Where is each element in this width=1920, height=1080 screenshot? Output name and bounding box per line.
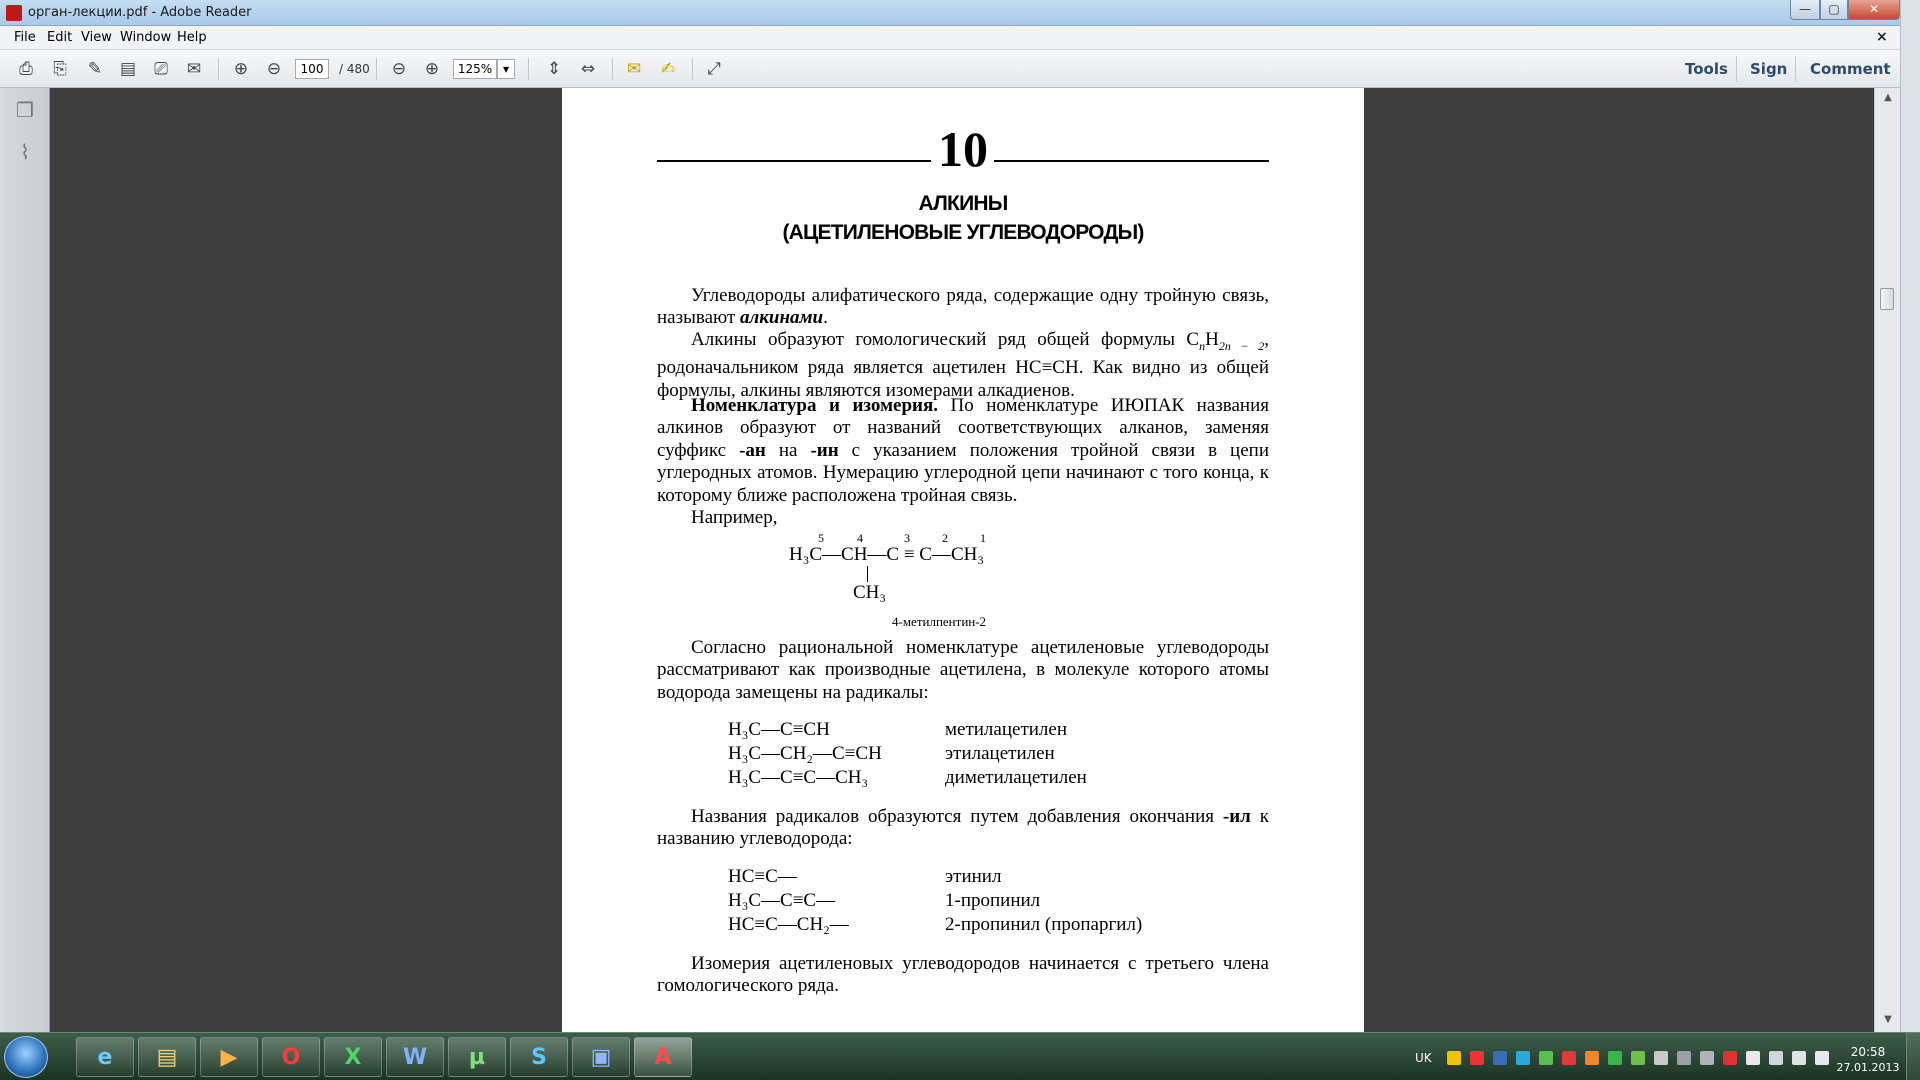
toolbar <box>0 50 1900 88</box>
carbon-number: 2 <box>942 531 948 545</box>
branch-bond <box>867 566 868 582</box>
tray-flash-icon[interactable] <box>1585 1051 1599 1065</box>
zoom-in-icon[interactable]: ⊕ <box>424 59 440 79</box>
zoom-dropdown-chevron-icon[interactable]: ▾ <box>497 59 515 79</box>
tools-button[interactable]: Tools <box>1685 60 1728 78</box>
menu-bar <box>0 26 1900 50</box>
taskbar-excel[interactable]: X <box>324 1037 382 1077</box>
pdf-page <box>562 88 1364 1032</box>
paragraph-intro: Углеводороды алифатического ряда, содержащие одну тройную связь, называют алкинами. <box>657 285 1269 329</box>
tray-volume-icon[interactable] <box>1815 1051 1829 1065</box>
previous-page-icon[interactable]: ⊕ <box>233 59 249 79</box>
radical-name: метилацетилен <box>945 719 1067 740</box>
next-page-icon[interactable]: ⊖ <box>266 59 282 79</box>
radical-name: диметилацетилен <box>945 767 1087 788</box>
outer-scrollbar[interactable] <box>1900 0 1920 1032</box>
taskbar-skype[interactable]: S <box>510 1037 568 1077</box>
carbon-number: 5 <box>818 531 824 545</box>
page-total: / 480 <box>339 62 370 76</box>
sign-button[interactable]: Sign <box>1750 60 1788 78</box>
group-formula: HC≡C— <box>728 866 797 887</box>
fit-width-icon[interactable]: ⇔ <box>580 59 596 79</box>
window-title: орган-лекции.pdf - Adobe Reader <box>28 5 252 20</box>
toolbar-separator <box>218 58 219 80</box>
tray-monitor-icon[interactable] <box>1769 1051 1783 1065</box>
taskbar-save-app[interactable]: ▣ <box>572 1037 630 1077</box>
scrollbar-thumb[interactable] <box>1880 288 1894 310</box>
tray-chrome-icon[interactable] <box>1470 1051 1484 1065</box>
paragraph-general-formula: Алкины образуют гомологический ряд общей формулы $C_nH_{2n - 2}$, родоначальником ряда является ацетилен HC≡CH. Как видно из общей формулы, алкины являются изомерами алкадиенов. <box>657 329 1269 401</box>
minimize-button[interactable]: — <box>1790 0 1820 20</box>
taskbar-utorrent[interactable]: µ <box>448 1037 506 1077</box>
email-icon[interactable]: ✉ <box>186 59 202 79</box>
taskbar <box>0 1032 1920 1080</box>
close-document-icon[interactable]: × <box>1876 29 1888 45</box>
tray-network-icon[interactable] <box>1792 1051 1806 1065</box>
menu-edit[interactable]: Edit <box>47 30 73 45</box>
example-branch: CH₃ <box>853 582 887 603</box>
toolbar-separator <box>692 58 693 80</box>
save-icon[interactable]: ▤ <box>119 59 137 79</box>
paragraph-nomenclature: Номенклатура и изомерия. По номенклатуре ИЮПАК названия алкинов образуют от названий соответствующих алканов, заменяя суффикс -ан на -ин с указанием положения тройной связи в цепи углеродных атомов. Нумерацию углеродной цепи начинают с того конца, к которому ближе расположена тройная связь. <box>657 395 1269 506</box>
radical-name: этилацетилен <box>945 743 1055 764</box>
menu-view[interactable]: View <box>81 30 112 45</box>
vertical-scrollbar[interactable] <box>1874 88 1900 1032</box>
scroll-down-arrow-icon[interactable]: ▼ <box>1884 1014 1892 1025</box>
comment-button[interactable]: Comment <box>1810 60 1891 78</box>
menu-help[interactable]: Help <box>177 30 207 45</box>
group-name: этинил <box>945 866 1002 887</box>
tray-action-center-icon[interactable] <box>1746 1051 1760 1065</box>
menu-window[interactable]: Window <box>120 30 172 45</box>
taskbar-word[interactable]: W <box>386 1037 444 1077</box>
comment-bubble-icon[interactable]: ✉ <box>626 59 642 79</box>
group-formula: H₃C—C≡C— <box>728 890 836 911</box>
tray-antivirus-icon[interactable] <box>1723 1051 1737 1065</box>
taskbar-internet-explorer[interactable]: e <box>76 1037 134 1077</box>
read-mode-icon[interactable]: ⤢ <box>707 59 721 79</box>
toolbar-separator <box>1736 56 1737 82</box>
edit-icon[interactable]: ✎ <box>87 59 103 79</box>
carbon-number: 4 <box>857 531 863 545</box>
scroll-up-arrow-icon[interactable]: ▲ <box>1884 92 1892 103</box>
carbon-number: 1 <box>980 531 986 545</box>
radical-formula: H₃C—C≡C—CH₃ <box>728 767 869 788</box>
maximize-button[interactable]: ▢ <box>1820 0 1848 20</box>
chapter-title: АЛКИНЫ <box>918 192 1008 215</box>
page-number-input[interactable]: 100 <box>295 59 329 79</box>
radical-formula: H₃C—C≡CH <box>728 719 830 740</box>
taskbar-adobe-reader[interactable]: A <box>634 1037 692 1077</box>
tray-adobe-icon[interactable] <box>1562 1051 1576 1065</box>
create-pdf-icon[interactable]: ⎘ <box>53 59 67 79</box>
example-formula: H₃C—CH—C ≡ C—CH₃ <box>789 544 984 565</box>
page-thumbnails-icon[interactable]: ❐ <box>16 98 34 122</box>
title-bar <box>0 0 1920 26</box>
tray-device-icon[interactable] <box>1654 1051 1668 1065</box>
example-caption: 4-метилпентин-2 <box>892 614 987 629</box>
tray-vk-icon[interactable] <box>1493 1051 1507 1065</box>
open-file-icon[interactable]: ⎙ <box>19 59 33 79</box>
adobe-reader-icon <box>6 5 22 21</box>
tray-shield-icon[interactable] <box>1447 1051 1461 1065</box>
paragraph-rational-nomenclature: Согласно рациональной номенклатуре ацетиленовые углеводороды рассматривают как производные ацетилена, в молекуле которого атомы водорода замещены на радикалы: <box>657 637 1269 703</box>
start-button[interactable] <box>4 1036 48 1078</box>
carbon-number: 3 <box>904 531 910 545</box>
taskbar-explorer[interactable]: ▤ <box>138 1037 196 1077</box>
zoom-out-icon[interactable]: ⊖ <box>391 59 407 79</box>
language-indicator[interactable]: UK <box>1415 1051 1432 1065</box>
show-desktop-button[interactable] <box>1906 1033 1920 1080</box>
tray-network-adapter-icon[interactable] <box>1700 1051 1714 1065</box>
clock-time[interactable]: 20:58 <box>1850 1045 1886 1059</box>
menu-file[interactable]: File <box>14 30 36 45</box>
chapter-rule-right <box>994 160 1269 162</box>
close-button[interactable]: ✕ <box>1848 0 1900 20</box>
paragraph-isomerism: Изомерия ацетиленовых углеводородов начинается с третьего члена гомологического ряда. <box>657 953 1269 997</box>
tray-download-icon[interactable] <box>1608 1051 1622 1065</box>
tray-skype-icon[interactable] <box>1516 1051 1530 1065</box>
toolbar-separator <box>376 58 377 80</box>
tray-update-icon[interactable] <box>1539 1051 1553 1065</box>
highlight-icon[interactable]: ✍ <box>660 59 676 79</box>
clock-date[interactable]: 27.01.2013 <box>1836 1061 1900 1074</box>
toolbar-separator <box>528 58 529 80</box>
toolbar-separator <box>612 58 613 80</box>
zoom-level-input[interactable]: 125% <box>453 59 497 79</box>
taskbar-media-player[interactable]: ▶ <box>200 1037 258 1077</box>
chapter-subtitle: (АЦЕТИЛЕНОВЫЕ УГЛЕВОДОРОДЫ) <box>782 221 1144 244</box>
tray-keyboard-icon[interactable] <box>1677 1051 1691 1065</box>
paragraph-radical-names: Названия радикалов образуются путем добавления окончания -ил к названию углеводорода: <box>657 806 1269 850</box>
document-area <box>51 88 1900 1032</box>
paragraph-example-intro: Например, <box>691 507 778 528</box>
group-formula: HC≡C—CH₂— <box>728 914 849 935</box>
tray-utorrent-icon[interactable] <box>1631 1051 1645 1065</box>
navigation-pane <box>0 88 50 1032</box>
group-name: 2-пропинил (пропаргил) <box>945 914 1143 935</box>
print-icon[interactable]: ⎚ <box>154 59 168 79</box>
radical-formula: H₃C—CH₂—C≡CH <box>728 743 882 764</box>
fit-page-icon[interactable]: ⇕ <box>546 59 562 79</box>
taskbar-opera[interactable]: O <box>262 1037 320 1077</box>
group-name: 1-пропинил <box>945 890 1041 911</box>
toolbar-separator <box>1795 56 1796 82</box>
chapter-number: 10 <box>938 121 988 177</box>
attachments-paperclip-icon[interactable]: ⌇ <box>20 140 30 164</box>
